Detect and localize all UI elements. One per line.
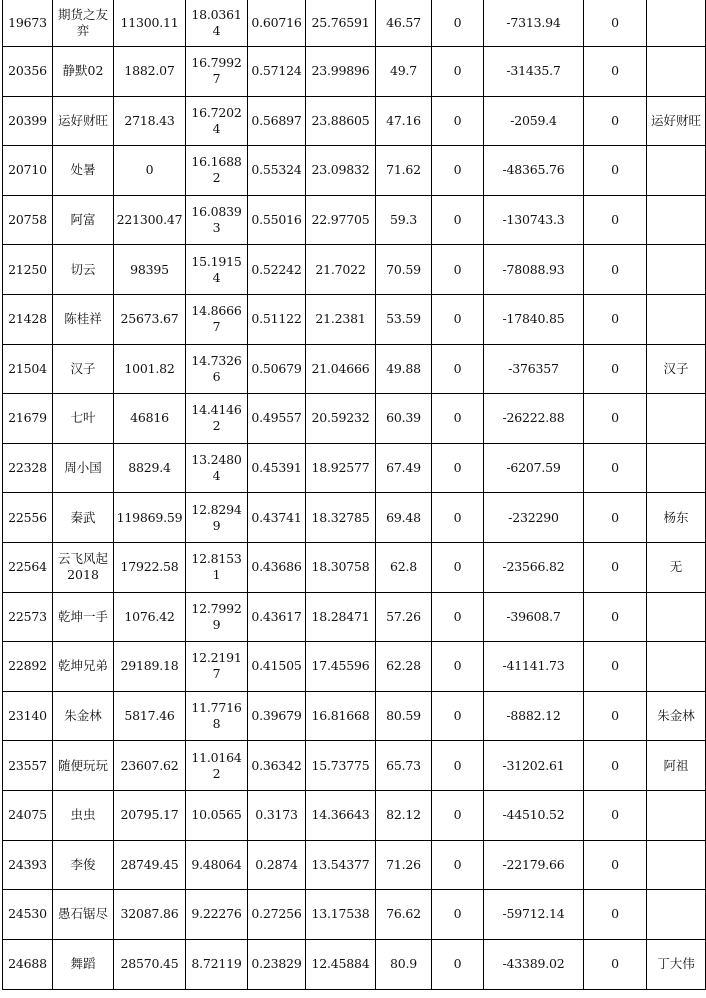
- cell-metric-a: 15.19154: [186, 245, 248, 295]
- cell-profit: -376357: [484, 344, 584, 394]
- cell-rank: 23557: [3, 741, 53, 791]
- cell-profit: -2059.4: [484, 96, 584, 146]
- cell-nickname: 静默02: [53, 47, 114, 97]
- cell-count-a: 0: [432, 642, 484, 692]
- cell-metric-b: 0.41505: [248, 642, 306, 692]
- cell-note: [647, 195, 706, 245]
- cell-metric-c: 16.81668: [306, 691, 376, 741]
- cell-metric-a: 13.24804: [186, 443, 248, 493]
- cell-rank: 20399: [3, 96, 53, 146]
- cell-balance: 11300.11: [114, 0, 186, 47]
- cell-count-b: 0: [584, 294, 647, 344]
- cell-balance: 8829.4: [114, 443, 186, 493]
- cell-metric-c: 18.32785: [306, 493, 376, 543]
- cell-metric-b: 0.27256: [248, 890, 306, 940]
- cell-nickname: 陈桂祥: [53, 294, 114, 344]
- cell-note: [647, 245, 706, 295]
- cell-metric-a: 8.72119: [186, 939, 248, 989]
- cell-count-a: 0: [432, 939, 484, 989]
- cell-profit: -7313.94: [484, 0, 584, 47]
- cell-rank: 22573: [3, 592, 53, 642]
- table-row: [3, 790, 706, 840]
- cell-count-a: 0: [432, 146, 484, 196]
- cell-count-b: 0: [584, 195, 647, 245]
- table-row: [3, 443, 706, 493]
- cell-note: 运好财旺: [647, 96, 706, 146]
- cell-note: 阿祖: [647, 741, 706, 791]
- cell-metric-a: 16.16882: [186, 146, 248, 196]
- cell-note: 无: [647, 542, 706, 592]
- cell-metric-c: 18.30758: [306, 542, 376, 592]
- cell-balance: 17922.58: [114, 542, 186, 592]
- cell-profit: -26222.88: [484, 394, 584, 444]
- cell-count-a: 0: [432, 47, 484, 97]
- cell-count-a: 0: [432, 493, 484, 543]
- cell-count-a: 0: [432, 394, 484, 444]
- cell-metric-b: 0.57124: [248, 47, 306, 97]
- cell-count-a: 0: [432, 96, 484, 146]
- table-row: [3, 939, 706, 989]
- cell-metric-c: 12.45884: [306, 939, 376, 989]
- cell-nickname: 切云: [53, 245, 114, 295]
- table-row: [3, 691, 706, 741]
- table-row: [3, 195, 706, 245]
- cell-metric-c: 18.92577: [306, 443, 376, 493]
- cell-metric-c: 21.2381: [306, 294, 376, 344]
- cell-metric-b: 0.39679: [248, 691, 306, 741]
- cell-metric-b: 0.43617: [248, 592, 306, 642]
- cell-metric-d: 60.39: [376, 394, 432, 444]
- cell-nickname: 云飞风起2018: [53, 542, 114, 592]
- cell-metric-b: 0.43741: [248, 493, 306, 543]
- cell-nickname: 周小国: [53, 443, 114, 493]
- cell-note: [647, 890, 706, 940]
- cell-metric-a: 12.82949: [186, 493, 248, 543]
- cell-metric-a: 16.79927: [186, 47, 248, 97]
- cell-rank: 21428: [3, 294, 53, 344]
- cell-rank: 22892: [3, 642, 53, 692]
- cell-profit: -17840.85: [484, 294, 584, 344]
- table-body: [3, 0, 706, 989]
- cell-count-b: 0: [584, 890, 647, 940]
- cell-nickname: 朱金林: [53, 691, 114, 741]
- cell-profit: -44510.52: [484, 790, 584, 840]
- cell-metric-a: 14.73266: [186, 344, 248, 394]
- cell-balance: 2718.43: [114, 96, 186, 146]
- cell-metric-c: 18.28471: [306, 592, 376, 642]
- cell-rank: 20758: [3, 195, 53, 245]
- cell-profit: -39608.7: [484, 592, 584, 642]
- cell-count-a: 0: [432, 542, 484, 592]
- cell-profit: -22179.66: [484, 840, 584, 890]
- cell-nickname: 随便玩玩: [53, 741, 114, 791]
- cell-count-b: 0: [584, 592, 647, 642]
- cell-metric-d: 80.59: [376, 691, 432, 741]
- cell-metric-c: 25.76591: [306, 0, 376, 47]
- cell-rank: 20710: [3, 146, 53, 196]
- cell-rank: 24075: [3, 790, 53, 840]
- cell-note: [647, 0, 706, 47]
- cell-count-b: 0: [584, 790, 647, 840]
- cell-profit: -78088.93: [484, 245, 584, 295]
- cell-count-b: 0: [584, 493, 647, 543]
- cell-count-b: 0: [584, 741, 647, 791]
- cell-metric-b: 0.43686: [248, 542, 306, 592]
- cell-count-a: 0: [432, 741, 484, 791]
- cell-metric-c: 20.59232: [306, 394, 376, 444]
- cell-profit: -48365.76: [484, 146, 584, 196]
- cell-balance: 25673.67: [114, 294, 186, 344]
- table-row: [3, 294, 706, 344]
- cell-metric-b: 0.2874: [248, 840, 306, 890]
- cell-count-b: 0: [584, 96, 647, 146]
- cell-metric-d: 80.9: [376, 939, 432, 989]
- cell-nickname: 乾坤兄弟: [53, 642, 114, 692]
- cell-metric-d: 67.49: [376, 443, 432, 493]
- cell-metric-a: 11.77168: [186, 691, 248, 741]
- cell-profit: -8882.12: [484, 691, 584, 741]
- cell-profit: -43389.02: [484, 939, 584, 989]
- cell-count-b: 0: [584, 642, 647, 692]
- cell-metric-b: 0.52242: [248, 245, 306, 295]
- cell-balance: 1001.82: [114, 344, 186, 394]
- cell-metric-b: 0.51122: [248, 294, 306, 344]
- table-row: [3, 592, 706, 642]
- cell-balance: 221300.47: [114, 195, 186, 245]
- cell-profit: -31435.7: [484, 47, 584, 97]
- ranking-table: [2, 0, 706, 990]
- cell-metric-d: 69.48: [376, 493, 432, 543]
- table-row: [3, 47, 706, 97]
- cell-balance: 20795.17: [114, 790, 186, 840]
- cell-balance: 23607.62: [114, 741, 186, 791]
- cell-rank: 22328: [3, 443, 53, 493]
- cell-metric-a: 9.48064: [186, 840, 248, 890]
- cell-metric-b: 0.60716: [248, 0, 306, 47]
- cell-profit: -59712.14: [484, 890, 584, 940]
- cell-count-a: 0: [432, 0, 484, 47]
- cell-metric-d: 59.3: [376, 195, 432, 245]
- cell-count-b: 0: [584, 245, 647, 295]
- cell-balance: 119869.59: [114, 493, 186, 543]
- table-row: [3, 146, 706, 196]
- cell-profit: -232290: [484, 493, 584, 543]
- cell-metric-a: 12.81531: [186, 542, 248, 592]
- cell-balance: 28749.45: [114, 840, 186, 890]
- table-row: [3, 840, 706, 890]
- cell-metric-c: 23.99896: [306, 47, 376, 97]
- cell-balance: 1076.42: [114, 592, 186, 642]
- cell-metric-c: 23.09832: [306, 146, 376, 196]
- cell-nickname: 舞蹈: [53, 939, 114, 989]
- cell-nickname: 虫虫: [53, 790, 114, 840]
- table-row: [3, 96, 706, 146]
- table-row: [3, 542, 706, 592]
- cell-profit: -41141.73: [484, 642, 584, 692]
- cell-metric-a: 12.21917: [186, 642, 248, 692]
- cell-count-b: 0: [584, 691, 647, 741]
- cell-note: [647, 443, 706, 493]
- cell-metric-d: 53.59: [376, 294, 432, 344]
- cell-metric-d: 47.16: [376, 96, 432, 146]
- cell-note: [647, 294, 706, 344]
- cell-count-a: 0: [432, 245, 484, 295]
- cell-note: 汉子: [647, 344, 706, 394]
- cell-metric-b: 0.56897: [248, 96, 306, 146]
- cell-count-a: 0: [432, 195, 484, 245]
- cell-metric-a: 9.22276: [186, 890, 248, 940]
- cell-metric-b: 0.3173: [248, 790, 306, 840]
- cell-count-a: 0: [432, 443, 484, 493]
- cell-metric-c: 17.45596: [306, 642, 376, 692]
- cell-note: [647, 840, 706, 890]
- cell-count-b: 0: [584, 146, 647, 196]
- cell-count-a: 0: [432, 790, 484, 840]
- cell-metric-c: 22.97705: [306, 195, 376, 245]
- cell-metric-d: 82.12: [376, 790, 432, 840]
- cell-count-b: 0: [584, 840, 647, 890]
- cell-rank: 22564: [3, 542, 53, 592]
- cell-nickname: 运好财旺: [53, 96, 114, 146]
- cell-note: 朱金林: [647, 691, 706, 741]
- cell-rank: 23140: [3, 691, 53, 741]
- cell-nickname: 阿富: [53, 195, 114, 245]
- cell-metric-c: 13.54377: [306, 840, 376, 890]
- table-row: [3, 245, 706, 295]
- cell-rank: 21679: [3, 394, 53, 444]
- cell-balance: 32087.86: [114, 890, 186, 940]
- cell-metric-c: 15.73775: [306, 741, 376, 791]
- cell-metric-c: 23.88605: [306, 96, 376, 146]
- cell-note: [647, 592, 706, 642]
- table-row: [3, 394, 706, 444]
- cell-metric-d: 49.88: [376, 344, 432, 394]
- cell-metric-d: 62.28: [376, 642, 432, 692]
- cell-metric-b: 0.45391: [248, 443, 306, 493]
- cell-profit: -6207.59: [484, 443, 584, 493]
- cell-balance: 0: [114, 146, 186, 196]
- cell-nickname: 期货之友弈: [53, 0, 114, 47]
- table-row: [3, 642, 706, 692]
- cell-metric-a: 16.08393: [186, 195, 248, 245]
- cell-note: [647, 394, 706, 444]
- cell-note: 丁大伟: [647, 939, 706, 989]
- cell-balance: 28570.45: [114, 939, 186, 989]
- cell-count-a: 0: [432, 592, 484, 642]
- cell-balance: 46816: [114, 394, 186, 444]
- cell-note: [647, 47, 706, 97]
- cell-metric-d: 57.26: [376, 592, 432, 642]
- cell-metric-d: 71.26: [376, 840, 432, 890]
- cell-nickname: 愚石锯尽: [53, 890, 114, 940]
- cell-metric-c: 21.7022: [306, 245, 376, 295]
- cell-metric-b: 0.49557: [248, 394, 306, 444]
- cell-profit: -31202.61: [484, 741, 584, 791]
- cell-rank: 24530: [3, 890, 53, 940]
- cell-rank: 19673: [3, 0, 53, 47]
- table-row: [3, 0, 706, 47]
- cell-profit: -23566.82: [484, 542, 584, 592]
- cell-balance: 98395: [114, 245, 186, 295]
- cell-count-b: 0: [584, 443, 647, 493]
- cell-note: [647, 790, 706, 840]
- cell-count-a: 0: [432, 691, 484, 741]
- cell-count-a: 0: [432, 294, 484, 344]
- cell-count-b: 0: [584, 939, 647, 989]
- table-row: [3, 344, 706, 394]
- cell-metric-d: 49.7: [376, 47, 432, 97]
- cell-count-a: 0: [432, 890, 484, 940]
- cell-metric-c: 13.17538: [306, 890, 376, 940]
- cell-nickname: 处暑: [53, 146, 114, 196]
- cell-count-b: 0: [584, 47, 647, 97]
- cell-nickname: 李俊: [53, 840, 114, 890]
- cell-note: [647, 642, 706, 692]
- table-row: [3, 741, 706, 791]
- cell-metric-c: 14.36643: [306, 790, 376, 840]
- cell-balance: 29189.18: [114, 642, 186, 692]
- cell-note: 杨东: [647, 493, 706, 543]
- cell-metric-a: 11.01642: [186, 741, 248, 791]
- cell-rank: 21250: [3, 245, 53, 295]
- cell-count-b: 0: [584, 394, 647, 444]
- cell-metric-d: 65.73: [376, 741, 432, 791]
- table-row: [3, 493, 706, 543]
- cell-metric-c: 21.04666: [306, 344, 376, 394]
- cell-balance: 1882.07: [114, 47, 186, 97]
- cell-metric-a: 16.72024: [186, 96, 248, 146]
- cell-metric-b: 0.36342: [248, 741, 306, 791]
- cell-rank: 22556: [3, 493, 53, 543]
- cell-metric-d: 62.8: [376, 542, 432, 592]
- cell-metric-a: 18.03614: [186, 0, 248, 47]
- cell-count-a: 0: [432, 840, 484, 890]
- cell-metric-b: 0.23829: [248, 939, 306, 989]
- cell-nickname: 秦武: [53, 493, 114, 543]
- cell-rank: 24688: [3, 939, 53, 989]
- cell-metric-a: 10.0565: [186, 790, 248, 840]
- cell-metric-d: 46.57: [376, 0, 432, 47]
- cell-metric-b: 0.55324: [248, 146, 306, 196]
- cell-note: [647, 146, 706, 196]
- cell-nickname: 汉子: [53, 344, 114, 394]
- cell-metric-a: 14.41462: [186, 394, 248, 444]
- cell-metric-d: 71.62: [376, 146, 432, 196]
- cell-nickname: 七叶: [53, 394, 114, 444]
- cell-count-b: 0: [584, 344, 647, 394]
- cell-rank: 24393: [3, 840, 53, 890]
- cell-metric-b: 0.55016: [248, 195, 306, 245]
- cell-count-b: 0: [584, 0, 647, 47]
- cell-metric-d: 76.62: [376, 890, 432, 940]
- cell-balance: 5817.46: [114, 691, 186, 741]
- cell-metric-a: 14.86667: [186, 294, 248, 344]
- cell-count-b: 0: [584, 542, 647, 592]
- cell-count-a: 0: [432, 344, 484, 394]
- cell-profit: -130743.3: [484, 195, 584, 245]
- cell-rank: 21504: [3, 344, 53, 394]
- cell-metric-b: 0.50679: [248, 344, 306, 394]
- cell-metric-a: 12.79929: [186, 592, 248, 642]
- table-row: [3, 890, 706, 940]
- cell-rank: 20356: [3, 47, 53, 97]
- cell-nickname: 乾坤一手: [53, 592, 114, 642]
- cell-metric-d: 70.59: [376, 245, 432, 295]
